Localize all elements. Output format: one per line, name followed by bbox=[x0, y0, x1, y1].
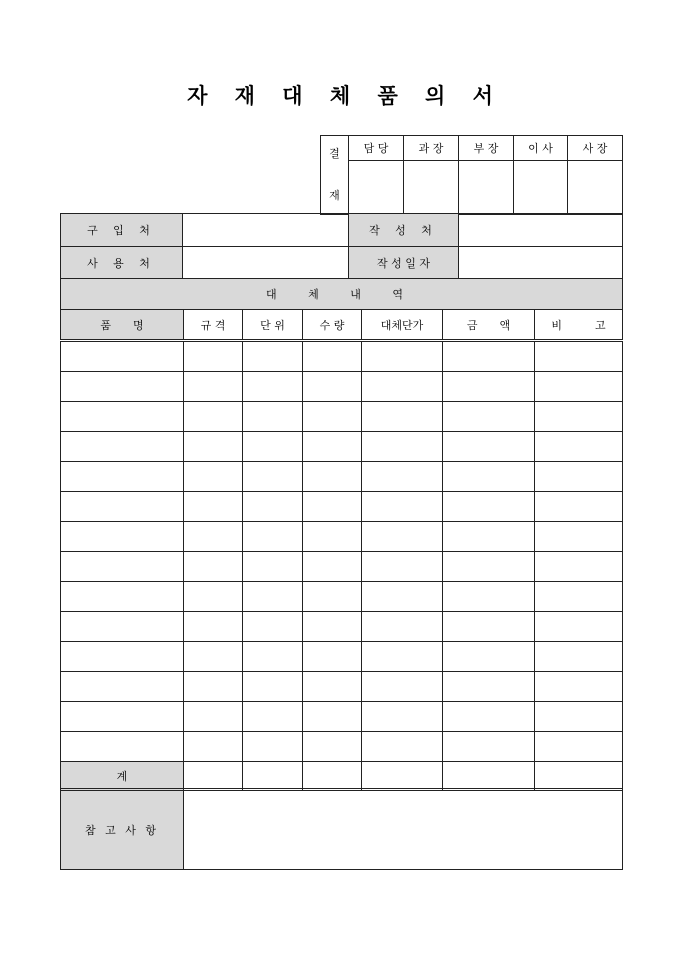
item-cell[interactable] bbox=[243, 702, 303, 732]
table-row bbox=[61, 522, 623, 552]
item-cell[interactable] bbox=[303, 702, 362, 732]
item-cell[interactable] bbox=[184, 582, 243, 612]
item-cell[interactable] bbox=[535, 432, 623, 462]
col-remarks: 비 고 bbox=[535, 310, 623, 341]
item-cell[interactable] bbox=[61, 492, 184, 522]
item-cell[interactable] bbox=[61, 642, 184, 672]
table-row bbox=[61, 702, 623, 732]
table-row bbox=[61, 462, 623, 492]
table-row bbox=[61, 492, 623, 522]
info-table bbox=[60, 213, 623, 280]
table-row bbox=[61, 582, 623, 612]
total-cell[interactable] bbox=[535, 762, 623, 791]
item-cell[interactable] bbox=[243, 522, 303, 552]
section-title: 대 체 내 역 bbox=[61, 279, 623, 310]
item-cell[interactable] bbox=[535, 402, 623, 432]
item-cell[interactable] bbox=[535, 372, 623, 402]
item-cell[interactable] bbox=[443, 672, 535, 702]
item-cell[interactable] bbox=[243, 612, 303, 642]
item-cell[interactable] bbox=[362, 702, 443, 732]
item-cell[interactable] bbox=[535, 582, 623, 612]
item-cell[interactable] bbox=[362, 672, 443, 702]
item-cell[interactable] bbox=[362, 341, 443, 372]
total-cell[interactable] bbox=[362, 762, 443, 791]
item-cell[interactable] bbox=[362, 732, 443, 762]
item-cell[interactable] bbox=[184, 702, 243, 732]
item-cell[interactable] bbox=[61, 552, 184, 582]
item-cell[interactable] bbox=[184, 732, 243, 762]
approval-sign-section-chief[interactable] bbox=[404, 161, 459, 215]
item-cell[interactable] bbox=[535, 702, 623, 732]
purchaser-label: 구 입 처 bbox=[61, 214, 183, 247]
item-cell[interactable] bbox=[303, 492, 362, 522]
table-row bbox=[61, 552, 623, 582]
item-cell[interactable] bbox=[61, 702, 184, 732]
user-label: 사 용 처 bbox=[61, 247, 183, 280]
col-unit: 단 위 bbox=[243, 310, 303, 341]
item-cell[interactable] bbox=[184, 672, 243, 702]
approval-sign-president[interactable] bbox=[568, 161, 623, 215]
col-amount: 금 액 bbox=[443, 310, 535, 341]
item-cell[interactable] bbox=[243, 372, 303, 402]
item-cell[interactable] bbox=[184, 341, 243, 372]
item-cell[interactable] bbox=[443, 522, 535, 552]
table-row bbox=[61, 612, 623, 642]
item-cell[interactable] bbox=[184, 642, 243, 672]
item-cell[interactable] bbox=[184, 432, 243, 462]
item-cell[interactable] bbox=[303, 341, 362, 372]
total-cell[interactable] bbox=[303, 762, 362, 791]
item-cell[interactable] bbox=[362, 552, 443, 582]
approval-table bbox=[320, 135, 623, 215]
item-cell[interactable] bbox=[362, 432, 443, 462]
item-cell[interactable] bbox=[303, 582, 362, 612]
item-cell[interactable] bbox=[535, 522, 623, 552]
approval-role-staff: 담 당 bbox=[349, 136, 404, 161]
item-cell[interactable] bbox=[362, 582, 443, 612]
item-cell[interactable] bbox=[362, 642, 443, 672]
item-cell[interactable] bbox=[61, 582, 184, 612]
col-item-name: 품 명 bbox=[61, 310, 184, 341]
item-cell[interactable] bbox=[362, 402, 443, 432]
writer-field[interactable] bbox=[459, 214, 623, 247]
table-row bbox=[61, 372, 623, 402]
total-label: 계 bbox=[61, 762, 184, 791]
date-label: 작 성 일 자 bbox=[349, 247, 459, 280]
item-cell[interactable] bbox=[184, 492, 243, 522]
items-table bbox=[60, 278, 623, 791]
purchaser-field[interactable] bbox=[183, 214, 349, 247]
item-cell[interactable] bbox=[243, 642, 303, 672]
item-cell[interactable] bbox=[443, 732, 535, 762]
item-cell[interactable] bbox=[184, 372, 243, 402]
item-cell[interactable] bbox=[303, 372, 362, 402]
item-cell[interactable] bbox=[243, 552, 303, 582]
column-header-row bbox=[61, 310, 623, 341]
item-cell[interactable] bbox=[535, 612, 623, 642]
item-cell[interactable] bbox=[443, 341, 535, 372]
remarks-label: 참 고 사 항 bbox=[61, 790, 184, 870]
item-cell[interactable] bbox=[535, 492, 623, 522]
document-title: 자 재 대 체 품 의 서 bbox=[187, 83, 503, 108]
item-cell[interactable] bbox=[362, 492, 443, 522]
item-cell[interactable] bbox=[61, 341, 184, 372]
item-cell[interactable] bbox=[362, 522, 443, 552]
item-cell[interactable] bbox=[61, 522, 184, 552]
item-cell[interactable] bbox=[184, 552, 243, 582]
item-cell[interactable] bbox=[61, 672, 184, 702]
item-cell[interactable] bbox=[443, 402, 535, 432]
item-cell[interactable] bbox=[303, 462, 362, 492]
item-cell[interactable] bbox=[443, 582, 535, 612]
item-cell[interactable] bbox=[303, 642, 362, 672]
date-field[interactable] bbox=[459, 247, 623, 280]
item-cell[interactable] bbox=[535, 732, 623, 762]
col-spec: 규 격 bbox=[184, 310, 243, 341]
item-cell[interactable] bbox=[243, 462, 303, 492]
item-cell[interactable] bbox=[303, 522, 362, 552]
item-cell[interactable] bbox=[303, 612, 362, 642]
item-cell[interactable] bbox=[303, 432, 362, 462]
item-cell[interactable] bbox=[61, 732, 184, 762]
total-cell[interactable] bbox=[443, 762, 535, 791]
user-field[interactable] bbox=[183, 247, 349, 280]
item-cell[interactable] bbox=[303, 732, 362, 762]
item-cell[interactable] bbox=[184, 612, 243, 642]
approval-side-top: 결 bbox=[329, 147, 340, 160]
approval-sign-director[interactable] bbox=[514, 161, 568, 215]
approval-sign-staff[interactable] bbox=[349, 161, 404, 215]
table-row bbox=[61, 672, 623, 702]
approval-role-president: 사 장 bbox=[568, 136, 623, 161]
remarks-field[interactable] bbox=[184, 790, 623, 870]
item-cell[interactable] bbox=[61, 612, 184, 642]
item-cell[interactable] bbox=[535, 462, 623, 492]
item-cell[interactable] bbox=[443, 492, 535, 522]
item-cell[interactable] bbox=[61, 462, 184, 492]
item-cell[interactable] bbox=[443, 372, 535, 402]
item-cell[interactable] bbox=[535, 552, 623, 582]
item-cell[interactable] bbox=[443, 432, 535, 462]
remarks-table bbox=[60, 788, 623, 870]
approval-side-bottom: 재 bbox=[329, 189, 340, 202]
item-cell[interactable] bbox=[362, 462, 443, 492]
item-cell[interactable] bbox=[443, 612, 535, 642]
item-cell[interactable] bbox=[303, 672, 362, 702]
table-row bbox=[61, 732, 623, 762]
item-cell[interactable] bbox=[362, 612, 443, 642]
item-cell[interactable] bbox=[243, 492, 303, 522]
total-row bbox=[61, 762, 623, 791]
approval-side-label bbox=[321, 136, 349, 215]
item-cell[interactable] bbox=[61, 432, 184, 462]
approval-role-director: 이 사 bbox=[514, 136, 568, 161]
item-cell[interactable] bbox=[243, 341, 303, 372]
table-row bbox=[61, 341, 623, 372]
item-cell[interactable] bbox=[243, 732, 303, 762]
writer-label: 작 성 처 bbox=[349, 214, 459, 247]
item-cell[interactable] bbox=[535, 672, 623, 702]
item-cell[interactable] bbox=[184, 462, 243, 492]
item-cell[interactable] bbox=[184, 402, 243, 432]
item-cell[interactable] bbox=[61, 402, 184, 432]
item-cell[interactable] bbox=[243, 402, 303, 432]
item-cell[interactable] bbox=[443, 642, 535, 672]
item-cell[interactable] bbox=[443, 552, 535, 582]
item-cell[interactable] bbox=[243, 582, 303, 612]
approval-role-dept-head: 부 장 bbox=[459, 136, 514, 161]
table-row bbox=[61, 642, 623, 672]
item-cell[interactable] bbox=[243, 672, 303, 702]
table-row bbox=[61, 402, 623, 432]
col-unit-price: 대체단가 bbox=[362, 310, 443, 341]
total-cell[interactable] bbox=[243, 762, 303, 791]
table-row bbox=[61, 432, 623, 462]
item-cell[interactable] bbox=[303, 552, 362, 582]
item-cell[interactable] bbox=[243, 432, 303, 462]
col-quantity: 수 량 bbox=[303, 310, 362, 341]
item-cell[interactable] bbox=[303, 402, 362, 432]
approval-role-section-chief: 과 장 bbox=[404, 136, 459, 161]
approval-sign-dept-head[interactable] bbox=[459, 161, 514, 215]
item-cell[interactable] bbox=[535, 341, 623, 372]
total-cell[interactable] bbox=[184, 762, 243, 791]
item-cell[interactable] bbox=[61, 372, 184, 402]
item-cell[interactable] bbox=[443, 462, 535, 492]
item-cell[interactable] bbox=[535, 642, 623, 672]
item-cell[interactable] bbox=[443, 702, 535, 732]
item-cell[interactable] bbox=[362, 372, 443, 402]
item-cell[interactable] bbox=[184, 522, 243, 552]
